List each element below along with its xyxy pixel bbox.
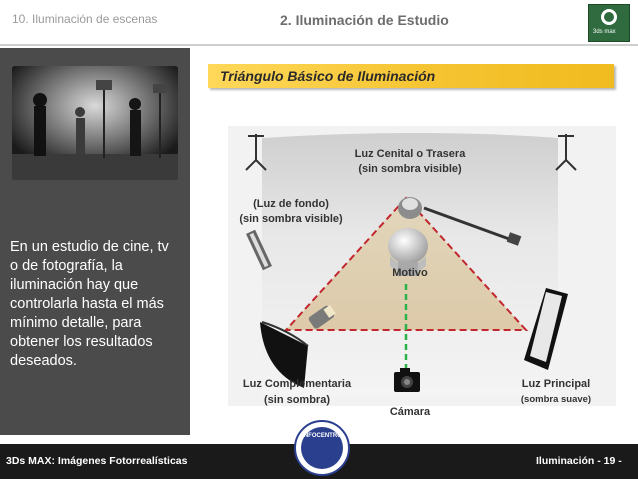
title-banner [208, 64, 614, 88]
logo-text: 3ds max [593, 29, 616, 35]
logo-icon [601, 9, 617, 25]
infocentro-badge [294, 420, 350, 476]
fill-light-label-line1: Luz Complementaria [242, 378, 352, 390]
banner-title: Triángulo Básico de Iluminación [220, 68, 436, 84]
background-light-label-line1: (Luz de fondo) [253, 198, 329, 210]
badge-text: INFOCENTRO [302, 433, 342, 439]
key-light-label-line2: (sombra suave) [520, 394, 592, 405]
header-divider [0, 44, 638, 46]
top-light-label-line2: (sin sombra visible) [358, 163, 462, 175]
description-text: En un estudio de cine, tv o de fotografía, la iluminación hay que controlarla hasta el más mínimo detalle, para obtener los resultados deseados. [10, 239, 169, 369]
background-light-label-line2: (sin sombra visible) [239, 213, 343, 225]
subject-label: Motivo [392, 267, 428, 279]
section-label: 10. Iluminación de escenas [12, 12, 158, 26]
studio-photo [12, 66, 178, 180]
badge-inner-circle [301, 427, 343, 469]
fill-light-label-line2: (sin sombra) [263, 394, 330, 406]
3dsmax-logo [588, 4, 630, 42]
key-light-label-line1: Luz Principal [521, 378, 591, 390]
course-title: 3Ds MAX: Imágenes Fotorrealísticas [6, 455, 188, 467]
top-light-label-line1: Luz Cenital o Trasera [354, 148, 466, 160]
page-number: Iluminación - 19 - [536, 455, 622, 467]
page-title: 2. Iluminación de Estudio [280, 12, 449, 28]
camera-label: Cámara [389, 406, 431, 418]
lighting-diagram [228, 126, 616, 436]
